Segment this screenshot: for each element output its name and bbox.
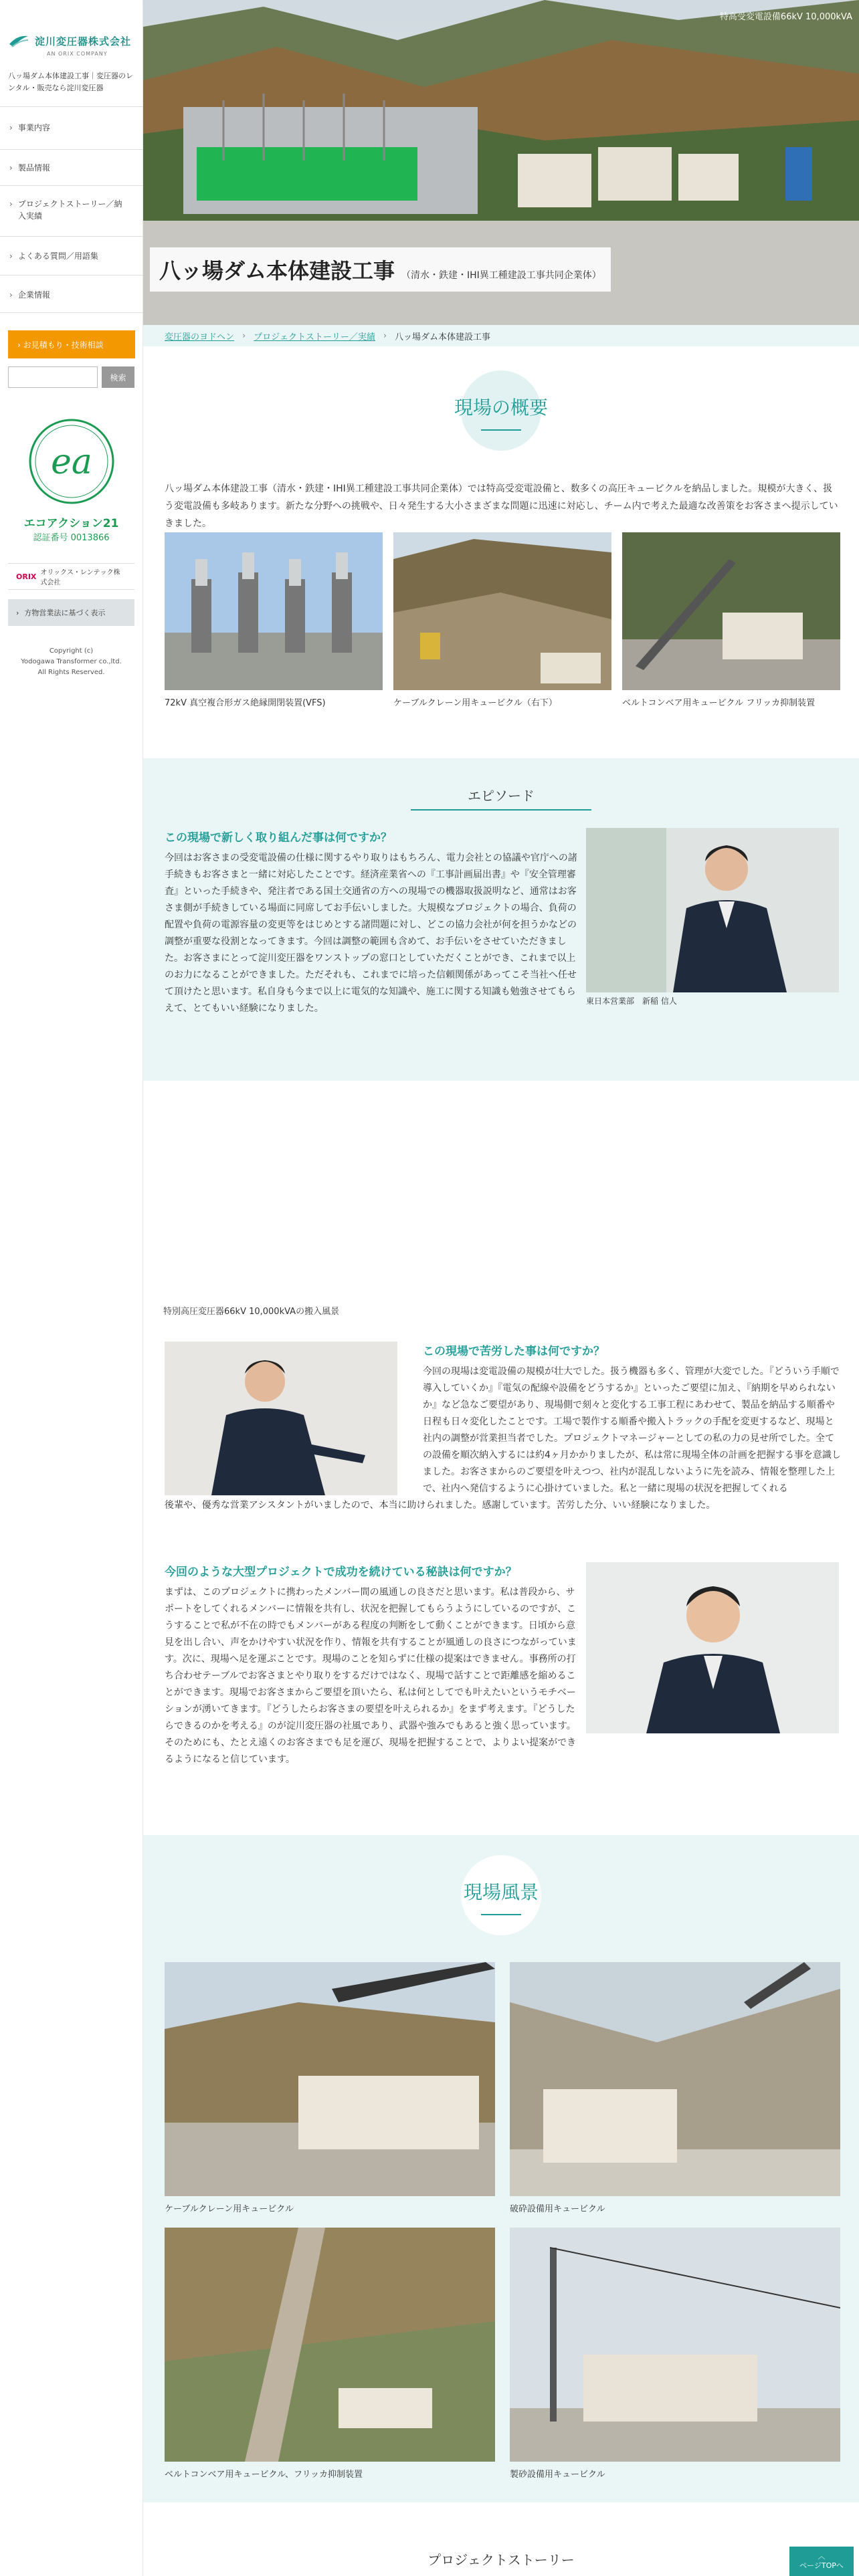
copyright-line: All Rights Reserved. <box>37 669 105 676</box>
heading-underline <box>481 1914 521 1915</box>
question-title: この現場で苦労した事は何ですか？ <box>423 1345 605 1358</box>
episode-question-2 <box>165 1341 843 1514</box>
tagline: 八ッ場ダム本体建設工事｜変圧器のレンタル・販売なら淀川変圧器 <box>8 72 133 92</box>
estimate-button[interactable] <box>8 330 135 358</box>
overview-photos <box>165 532 840 708</box>
episode-heading: エピソード <box>468 788 535 804</box>
sidebar <box>0 0 143 2576</box>
scenery-section <box>143 1835 859 2502</box>
photo-caption: 製砂設備用キュービクル <box>510 2470 605 2480</box>
sidebar-nav <box>0 106 142 313</box>
chevron-right-icon: › <box>9 163 13 173</box>
nav-label: 製品情報 <box>17 163 50 173</box>
video-area[interactable] <box>143 1081 859 1295</box>
chevron-right-icon: › <box>9 123 13 132</box>
eco-number: 認証番号 0013866 <box>33 533 110 543</box>
hero-title-box <box>150 247 611 292</box>
photo-caption: ベルトコンベア用キュービクル、フリッカ抑制装置 <box>165 2470 363 2480</box>
photo-vfs <box>165 532 383 690</box>
photo-belt-conveyor-cubicle <box>165 2228 495 2462</box>
breadcrumb-current: 八ッ場ダム本体建設工事 <box>395 332 491 342</box>
main-content <box>143 0 859 1101</box>
nav-label: プロジェクトストーリー／納入実績 <box>17 199 122 221</box>
scenery-grid <box>165 1962 840 2480</box>
photo-caption: ケーブルクレーン用キュービクル <box>165 2204 294 2214</box>
breadcrumb <box>143 325 859 346</box>
law-label: 方物営業法に基づく表示 <box>24 609 106 617</box>
copyright-line: Copyright (c) <box>49 647 94 655</box>
orix-rentec-logo[interactable] <box>8 563 134 590</box>
nav-label: よくある質問／用語集 <box>17 251 98 261</box>
heading-underline <box>411 809 591 811</box>
page-title: 八ッ場ダム本体建設工事 <box>159 258 395 284</box>
page-subtitle: （清水・鉄建・IHI異工種建設工事共同企業体） <box>401 270 601 281</box>
chevron-right-icon: › <box>17 340 21 350</box>
company-logo[interactable] <box>0 0 142 70</box>
answer-text: まずは、このプロジェクトに携わったメンバー間の風通しの良さだと思います。私は普段から、サポートをしてくれるメンバーに情報を共有し、状況を把握してもらうようにしているのですが、こうすることで私が不在の時でもメンバーがある程度の判断をして動くことができます。日頃から意見を出し合い、声をかけやすい状況を作り、情報を共有することが風通しの良さにつながっています。次に、現場へ足を運ぶことです。現場のことを知らずに仕様の提案はできません。事務所の打ち合わせテーブルでお客さまとやり取りをするだけではなく、現場で話すことで距離感を縮めることができます。現場でお客さまからご要望を頂いたら、私は何としてでも叶えたいというモチベーションが湧いてきます。『どうしたらお客さまの要望を叶えられるか』をまず考えます。『どうしたらできるのかを考える』のが淀川変圧器の社風であり、武器や強みでもあると強く思っています。そのためにも、たとえ遠くのお客さまでも足を運び、現場を把握することで、よりよい提案ができるようになると信じています。 <box>165 1587 577 1765</box>
overview-heading-text: 現場の概要 <box>454 397 548 419</box>
orix-mark: ORIX <box>16 572 37 581</box>
answer-text-wrapped: 今回の現場は変電設備の規模が壮大でした。扱う機器も多く、管理が大変でした。『どういう手順で導入していくか』『電気の配線や設備をどうするか』といったご要望に加え、『納期を早められないか』など急なご要望があり、現場側で刻々と変化する工事工程にあわせて、製品を納品する順番や日程も日々変化したことです。工場で製作する順番や搬入トラックの手配を変更するなど、現場と社内の調整が営業担当者でした。プロジェクトマネージャーとしての私の力の見せ所でした。全ての設備を順次納入するには約4ヶ月かかりましたが、私は常に現場全体の計画を把握する事を意識しました。お客さまからのご要望を叶えつつ、社内が混乱しないように先を読み、情報を整理した上で、社内へ発信するように心掛けていました。私と一緒に現場の状況を把握してくれる <box>423 1366 841 1494</box>
eco-name: エコアクション21 <box>23 517 119 530</box>
chevron-right-icon: › <box>9 199 13 209</box>
breadcrumb-home[interactable]: 変圧器のヨドヘン <box>165 332 235 342</box>
hero <box>143 0 859 325</box>
chevron-right-icon: › <box>383 330 387 341</box>
project-story-heading: プロジェクトストーリー <box>427 2552 575 2568</box>
chevron-up-icon: ︿ <box>818 2552 826 2561</box>
breadcrumb-parent[interactable]: プロジェクトストーリー／実績 <box>254 332 375 342</box>
photo-belt-conveyor <box>622 532 840 690</box>
scenery-heading-text: 現場風景 <box>463 1881 539 1903</box>
logo-mark-icon <box>8 32 29 49</box>
page-top-label: ページTOPへ <box>799 2561 844 2570</box>
question-title: この現場で新しく取り組んだ事は何ですか？ <box>165 831 392 845</box>
person-photo <box>586 828 839 992</box>
photo-cable-crane <box>393 532 611 690</box>
video-caption: 特別高圧変圧器66kV 10,000kVAの搬入風景 <box>163 1307 340 1317</box>
law-notice-button[interactable] <box>8 599 134 626</box>
overview-heading <box>143 370 859 431</box>
photo-caption: 破砕設備用キュービクル <box>510 2204 605 2214</box>
chevron-right-icon: › <box>9 290 13 300</box>
nav-item-faq[interactable] <box>0 237 142 276</box>
person-photo-3 <box>586 1562 839 1733</box>
photo-caption: ケーブルクレーン用キュービクル（右下） <box>393 698 557 708</box>
person-caption: 東日本営業部 新稲 信人 <box>586 996 677 1006</box>
logo-subtext: AN ORIX COMPANY <box>47 51 108 57</box>
svg-text:ea: ea <box>50 442 92 482</box>
eco-action-logo-icon <box>25 415 118 508</box>
scenery-photo-card <box>510 2228 840 2480</box>
search-form <box>8 366 134 388</box>
hero-top-caption: 特高受変電設備66kV 10,000kVA <box>719 12 852 22</box>
overview-photo-card <box>622 532 840 708</box>
overview-photo-card <box>393 532 611 708</box>
scenery-photo-card <box>165 1962 495 2214</box>
scenery-heading <box>143 1855 859 1915</box>
copyright-line: Yodogawa Transformer co.,ltd. <box>21 658 122 665</box>
episode-question-1 <box>165 828 579 1017</box>
chevron-right-icon: › <box>242 330 246 341</box>
photo-caption: ベルトコンベア用キュービクル フリッカ抑制装置 <box>622 698 816 708</box>
search-input[interactable] <box>8 366 98 388</box>
page-top-button[interactable] <box>789 2547 854 2576</box>
nav-item-project-story[interactable] <box>0 186 142 237</box>
orix-name: オリックス・レンテック株式会社 <box>40 569 120 586</box>
nav-item-products[interactable] <box>0 150 142 186</box>
chevron-right-icon: › <box>16 608 19 617</box>
photo-crushing-cubicle <box>510 1962 840 2196</box>
nav-item-company[interactable] <box>0 276 142 313</box>
photo-caption: 72kV 真空複合形ガス絶縁開閉装置(VFS) <box>165 698 326 708</box>
photo-sand-cubicle <box>510 2228 840 2462</box>
heading-underline <box>481 429 521 431</box>
nav-label: 企業情報 <box>17 290 50 300</box>
nav-label: 事業内容 <box>17 123 50 132</box>
answer-text-rest: 後輩や、優秀な営業アシスタントがいましたので、本当に助けられました。感謝しています。苦労した分、いい経験になりました。 <box>165 1500 716 1511</box>
overview-text: 八ッ場ダム本体建設工事（清水・鉄建・IHI異工種建設工事共同企業体）では特高受変電設備と、数多くの高圧キュービクルを納品しました。規模が大きく、扱う変電設備も多岐あります。新たな分野への挑戦や、日々発生する大小さまざまな問題に迅速に対応し、チーム内で考えた最適な改善策をお客さまへ提示していきました。 <box>165 484 838 529</box>
chevron-right-icon: › <box>9 251 13 261</box>
episode-question-3 <box>165 1562 577 1768</box>
estimate-label: お見積もり・技術相談 <box>23 340 104 350</box>
nav-item-business[interactable] <box>0 107 142 150</box>
answer-text: 今回はお客さまの受変電設備の仕様に関するやり取りはもちろん、電力会社との協議や官庁への諸手続きもお客さまと一緒に対応したことです。経済産業省への『工事計画届出書』や『安全管理審査』といった手続きや、発注者である国土交通省の方への現場での機器取扱説明など、通常はお客さま側が手続きしている場面に同席してお手伝いしました。大規模なプロジェクトの場合、負荷の配置や負荷の電源容量の変更等をはじめとする諸問題に対し、どこの協力会社が何を担うかなどの調整が重要な役割となってきます。今回は調整の範囲も含めて、お手伝いをさせていただきました。お客さまにとって淀川変圧器をワンストップの窓口としていただくことができ、これまで以上のお力になることができました。ただそれも、これまでに培った信頼関係があってこそ当社へ任せて頂けたと思います。私自身も今まで以上に電気的な知識や、施工に関する知識も勉強させてもらえて、とてもいい経験になりました。 <box>165 853 577 1014</box>
eco-action-badge[interactable] <box>0 415 142 543</box>
episode-section <box>143 758 859 1101</box>
copyright <box>0 646 142 678</box>
logo-text: 淀川変圧器株式会社 <box>35 35 132 47</box>
overview-photo-card <box>165 532 383 708</box>
photo-cable-crane-cubicle <box>165 1962 495 2196</box>
search-button[interactable]: 検索 <box>102 366 134 388</box>
answer-text <box>165 1364 843 1514</box>
overview-section <box>143 346 859 758</box>
question-title: 今回のような大型プロジェクトで成功を続けている秘訣は何ですか？ <box>165 1566 517 1579</box>
scenery-photo-card <box>165 2228 495 2480</box>
scenery-photo-card <box>510 1962 840 2214</box>
